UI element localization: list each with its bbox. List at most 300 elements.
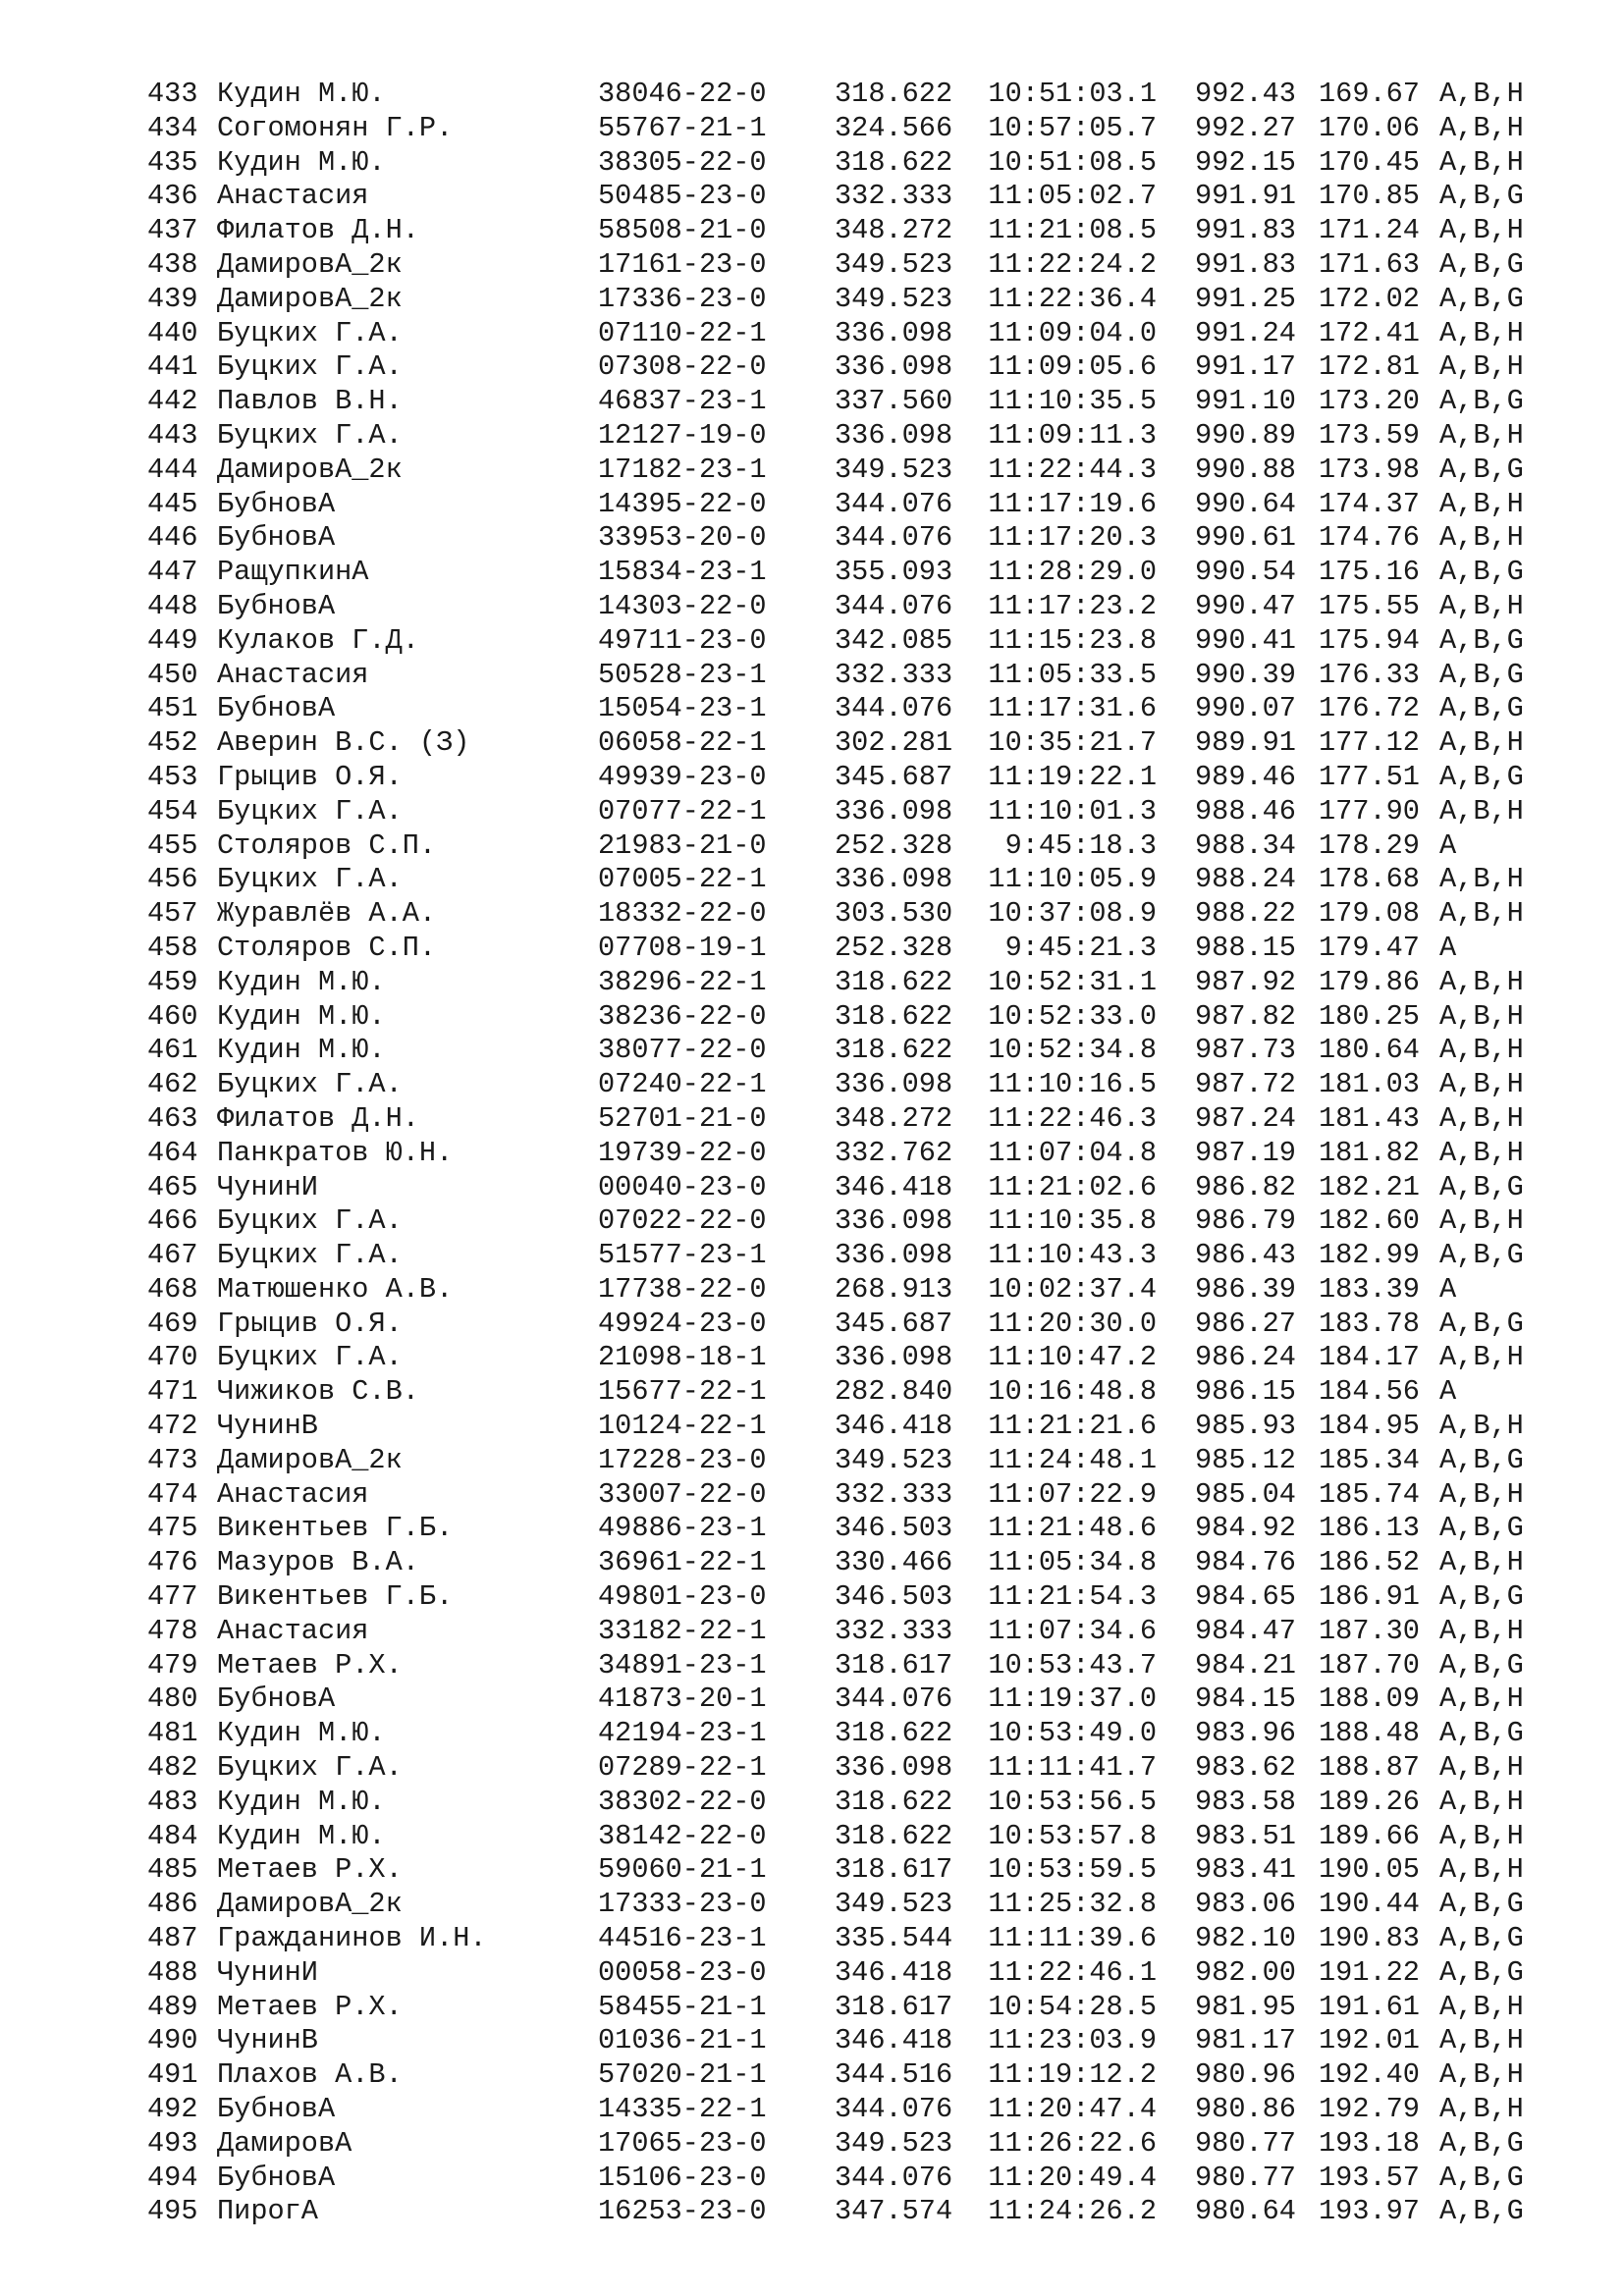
category-tags: A,B,G: [1439, 623, 1524, 657]
row-number: 491: [147, 2058, 198, 2092]
coefficient: 190.44: [1319, 1888, 1420, 1921]
distance: 342.085: [835, 623, 953, 657]
ring-number: 16253-23-0: [598, 2195, 767, 2228]
arrival-time: 11:10:05.9: [988, 863, 1157, 896]
speed: 987.92: [1195, 965, 1296, 998]
participant-name: РащупкинА: [217, 556, 369, 589]
ring-number: 12127-19-0: [598, 418, 767, 452]
arrival-time: 10:52:31.1: [988, 965, 1157, 998]
arrival-time: 11:28:29.0: [988, 556, 1157, 589]
participant-name: ЧунинВ: [217, 1410, 318, 1443]
speed: 983.96: [1195, 1717, 1296, 1750]
arrival-time: 10:52:34.8: [988, 1034, 1157, 1067]
arrival-time: 11:22:46.3: [988, 1101, 1157, 1135]
speed: 987.73: [1195, 1034, 1296, 1067]
arrival-time: 10:57:05.7: [988, 111, 1157, 144]
category-tags: A,B,H: [1439, 863, 1524, 896]
distance: 346.503: [835, 1580, 953, 1614]
participant-name: Панкратов Ю.Н.: [217, 1136, 454, 1169]
speed: 990.88: [1195, 453, 1296, 486]
speed: 991.25: [1195, 282, 1296, 315]
ring-number: 15106-23-0: [598, 2161, 767, 2194]
category-tags: A,B,G: [1439, 1955, 1524, 1989]
row-number: 451: [147, 692, 198, 725]
arrival-time: 11:09:04.0: [988, 316, 1157, 349]
row-number: 464: [147, 1136, 198, 1169]
coefficient: 188.87: [1319, 1751, 1420, 1785]
arrival-time: 10:53:56.5: [988, 1785, 1157, 1818]
coefficient: 183.39: [1319, 1272, 1420, 1306]
coefficient: 184.17: [1319, 1341, 1420, 1374]
arrival-time: 11:10:01.3: [988, 794, 1157, 828]
arrival-time: 11:17:19.6: [988, 487, 1157, 520]
distance: 349.523: [835, 1443, 953, 1476]
speed: 987.82: [1195, 999, 1296, 1033]
coefficient: 176.72: [1319, 692, 1420, 725]
arrival-time: 10:16:48.8: [988, 1375, 1157, 1409]
category-tags: A,B,G: [1439, 1922, 1524, 1955]
speed: 983.58: [1195, 1785, 1296, 1818]
row-number: 462: [147, 1068, 198, 1101]
distance: 344.076: [835, 521, 953, 555]
arrival-time: 11:05:02.7: [988, 180, 1157, 213]
speed: 988.34: [1195, 828, 1296, 862]
arrival-time: 11:19:22.1: [988, 760, 1157, 793]
category-tags: A,B,G: [1439, 1512, 1524, 1545]
row-number: 452: [147, 726, 198, 760]
participant-name: Грыцив О.Я.: [217, 760, 403, 793]
row-number: 478: [147, 1614, 198, 1647]
row-number: 487: [147, 1922, 198, 1955]
row-number: 448: [147, 589, 198, 622]
coefficient: 170.85: [1319, 180, 1420, 213]
coefficient: 189.66: [1319, 1819, 1420, 1852]
speed: 983.06: [1195, 1888, 1296, 1921]
category-tags: A,B,H: [1439, 1682, 1524, 1716]
category-tags: A,B,G: [1439, 1443, 1524, 1476]
participant-name: ЧунинВ: [217, 2024, 318, 2057]
speed: 988.15: [1195, 931, 1296, 964]
arrival-time: 10:37:08.9: [988, 897, 1157, 931]
category-tags: A,B,H: [1439, 965, 1524, 998]
ring-number: 14303-22-0: [598, 589, 767, 622]
arrival-time: 10:53:49.0: [988, 1717, 1157, 1750]
participant-name: Буцких Г.А.: [217, 418, 403, 452]
distance: 332.762: [835, 1136, 953, 1169]
speed: 989.46: [1195, 760, 1296, 793]
ring-number: 41873-20-1: [598, 1682, 767, 1716]
ring-number: 38142-22-0: [598, 1819, 767, 1852]
speed: 992.43: [1195, 78, 1296, 110]
ring-number: 33007-22-0: [598, 1477, 767, 1511]
arrival-time: 11:10:16.5: [988, 1068, 1157, 1101]
coefficient: 175.55: [1319, 589, 1420, 622]
distance: 318.622: [835, 78, 953, 110]
category-tags: A,B,H: [1439, 1785, 1524, 1818]
distance: 336.098: [835, 350, 953, 384]
speed: 983.62: [1195, 1751, 1296, 1785]
category-tags: A,B,H: [1439, 2093, 1524, 2126]
arrival-time: 11:21:21.6: [988, 1410, 1157, 1443]
participant-name: БубновА: [217, 692, 336, 725]
distance: 336.098: [835, 1068, 953, 1101]
category-tags: A,B,H: [1439, 1410, 1524, 1443]
arrival-time: 11:21:08.5: [988, 214, 1157, 247]
participant-name: ЧунинИ: [217, 1955, 318, 1989]
row-number: 473: [147, 1443, 198, 1476]
arrival-time: 11:21:48.6: [988, 1512, 1157, 1545]
row-number: 459: [147, 965, 198, 998]
coefficient: 193.97: [1319, 2195, 1420, 2228]
participant-name: Анастасия: [217, 180, 369, 213]
distance: 282.840: [835, 1375, 953, 1409]
speed: 982.10: [1195, 1922, 1296, 1955]
distance: 344.076: [835, 2093, 953, 2126]
ring-number: 50528-23-1: [598, 658, 767, 691]
coefficient: 171.63: [1319, 247, 1420, 281]
distance: 349.523: [835, 247, 953, 281]
ring-number: 00058-23-0: [598, 1955, 767, 1989]
participant-name: Анастасия: [217, 1614, 369, 1647]
participant-name: ЧунинИ: [217, 1170, 318, 1203]
coefficient: 185.34: [1319, 1443, 1420, 1476]
distance: 349.523: [835, 282, 953, 315]
participant-name: Столяров С.П.: [217, 828, 437, 862]
ring-number: 01036-21-1: [598, 2024, 767, 2057]
distance: 336.098: [835, 1341, 953, 1374]
speed: 991.17: [1195, 350, 1296, 384]
ring-number: 33182-22-1: [598, 1614, 767, 1647]
participant-name: Гражданинов И.Н.: [217, 1922, 487, 1955]
row-number: 437: [147, 214, 198, 247]
row-number: 439: [147, 282, 198, 315]
coefficient: 185.74: [1319, 1477, 1420, 1511]
distance: 344.076: [835, 1682, 953, 1716]
speed: 991.24: [1195, 316, 1296, 349]
speed: 980.64: [1195, 2195, 1296, 2228]
category-tags: A,B,G: [1439, 1717, 1524, 1750]
row-number: 468: [147, 1272, 198, 1306]
participant-name: Буцких Г.А.: [217, 794, 403, 828]
speed: 990.64: [1195, 487, 1296, 520]
ring-number: 15054-23-1: [598, 692, 767, 725]
coefficient: 186.52: [1319, 1546, 1420, 1579]
speed: 981.95: [1195, 1990, 1296, 2023]
participant-name: Буцких Г.А.: [217, 350, 403, 384]
participant-name: Викентьев Г.Б.: [217, 1580, 454, 1614]
speed: 987.19: [1195, 1136, 1296, 1169]
distance: 252.328: [835, 931, 953, 964]
speed: 983.51: [1195, 1819, 1296, 1852]
coefficient: 187.30: [1319, 1614, 1420, 1647]
participant-name: БубновА: [217, 2093, 336, 2126]
row-number: 435: [147, 145, 198, 179]
coefficient: 175.16: [1319, 556, 1420, 589]
coefficient: 178.29: [1319, 828, 1420, 862]
ring-number: 07110-22-1: [598, 316, 767, 349]
coefficient: 181.43: [1319, 1101, 1420, 1135]
row-number: 457: [147, 897, 198, 931]
coefficient: 188.09: [1319, 1682, 1420, 1716]
arrival-time: 10:53:57.8: [988, 1819, 1157, 1852]
coefficient: 190.05: [1319, 1853, 1420, 1887]
row-number: 470: [147, 1341, 198, 1374]
speed: 986.79: [1195, 1204, 1296, 1238]
coefficient: 177.51: [1319, 760, 1420, 793]
ring-number: 07005-22-1: [598, 863, 767, 896]
arrival-time: 11:19:12.2: [988, 2058, 1157, 2092]
row-number: 441: [147, 350, 198, 384]
coefficient: 181.82: [1319, 1136, 1420, 1169]
participant-name: Кудин М.Ю.: [217, 1034, 386, 1067]
ring-number: 07240-22-1: [598, 1068, 767, 1101]
participant-name: Кудин М.Ю.: [217, 1819, 386, 1852]
ring-number: 18332-22-0: [598, 897, 767, 931]
category-tags: A,B,G: [1439, 760, 1524, 793]
category-tags: A,B,H: [1439, 1614, 1524, 1647]
distance: 348.272: [835, 1101, 953, 1135]
ring-number: 49939-23-0: [598, 760, 767, 793]
ring-number: 38046-22-0: [598, 78, 767, 110]
coefficient: 186.91: [1319, 1580, 1420, 1614]
speed: 980.96: [1195, 2058, 1296, 2092]
coefficient: 192.40: [1319, 2058, 1420, 2092]
distance: 330.466: [835, 1546, 953, 1579]
arrival-time: 10:51:03.1: [988, 78, 1157, 110]
category-tags: A,B,H: [1439, 1341, 1524, 1374]
participant-name: Викентьев Г.Б.: [217, 1512, 454, 1545]
row-number: 479: [147, 1648, 198, 1682]
row-number: 471: [147, 1375, 198, 1409]
arrival-time: 11:20:49.4: [988, 2161, 1157, 2194]
participant-name: Буцких Г.А.: [217, 1341, 403, 1374]
distance: 303.530: [835, 897, 953, 931]
arrival-time: 11:17:20.3: [988, 521, 1157, 555]
speed: 984.76: [1195, 1546, 1296, 1579]
row-number: 456: [147, 863, 198, 896]
distance: 318.622: [835, 965, 953, 998]
category-tags: A,B,H: [1439, 999, 1524, 1033]
row-number: 434: [147, 111, 198, 144]
arrival-time: 11:26:22.6: [988, 2126, 1157, 2160]
category-tags: A,B,G: [1439, 2126, 1524, 2160]
distance: 336.098: [835, 794, 953, 828]
arrival-time: 11:09:11.3: [988, 418, 1157, 452]
ring-number: 07308-22-0: [598, 350, 767, 384]
ring-number: 46837-23-1: [598, 385, 767, 418]
participant-name: Кудин М.Ю.: [217, 965, 386, 998]
ring-number: 38236-22-0: [598, 999, 767, 1033]
speed: 980.86: [1195, 2093, 1296, 2126]
row-number: 454: [147, 794, 198, 828]
distance: 324.566: [835, 111, 953, 144]
distance: 318.622: [835, 1785, 953, 1818]
speed: 987.72: [1195, 1068, 1296, 1101]
distance: 346.418: [835, 2024, 953, 2057]
ring-number: 06058-22-1: [598, 726, 767, 760]
distance: 318.622: [835, 1819, 953, 1852]
ring-number: 17065-23-0: [598, 2126, 767, 2160]
row-number: 488: [147, 1955, 198, 1989]
ring-number: 49711-23-0: [598, 623, 767, 657]
row-number: 495: [147, 2195, 198, 2228]
participant-name: Буцких Г.А.: [217, 1239, 403, 1272]
speed: 986.39: [1195, 1272, 1296, 1306]
distance: 344.076: [835, 589, 953, 622]
arrival-time: 11:22:36.4: [988, 282, 1157, 315]
speed: 986.15: [1195, 1375, 1296, 1409]
arrival-time: 11:05:34.8: [988, 1546, 1157, 1579]
arrival-time: 11:22:46.1: [988, 1955, 1157, 1989]
arrival-time: 9:45:18.3: [1004, 828, 1157, 862]
ring-number: 38302-22-0: [598, 1785, 767, 1818]
ring-number: 38077-22-0: [598, 1034, 767, 1067]
row-number: 481: [147, 1717, 198, 1750]
speed: 990.07: [1195, 692, 1296, 725]
speed: 984.92: [1195, 1512, 1296, 1545]
coefficient: 193.18: [1319, 2126, 1420, 2160]
coefficient: 179.86: [1319, 965, 1420, 998]
ring-number: 10124-22-1: [598, 1410, 767, 1443]
row-number: 458: [147, 931, 198, 964]
ring-number: 50485-23-0: [598, 180, 767, 213]
coefficient: 172.81: [1319, 350, 1420, 384]
row-number: 442: [147, 385, 198, 418]
speed: 982.00: [1195, 1955, 1296, 1989]
arrival-time: 11:19:37.0: [988, 1682, 1157, 1716]
distance: 252.328: [835, 828, 953, 862]
arrival-time: 11:25:32.8: [988, 1888, 1157, 1921]
distance: 335.544: [835, 1922, 953, 1955]
row-number: 484: [147, 1819, 198, 1852]
arrival-time: 11:21:02.6: [988, 1170, 1157, 1203]
ring-number: 49886-23-1: [598, 1512, 767, 1545]
speed: 990.41: [1195, 623, 1296, 657]
distance: 346.418: [835, 1170, 953, 1203]
participant-name: Анастасия: [217, 658, 369, 691]
participant-name: Буцких Г.А.: [217, 316, 403, 349]
participant-name: Журавлёв А.А.: [217, 897, 437, 931]
category-tags: A,B,G: [1439, 658, 1524, 691]
participant-name: Кулаков Г.Д.: [217, 623, 419, 657]
category-tags: A,B,H: [1439, 1034, 1524, 1067]
coefficient: 173.20: [1319, 385, 1420, 418]
category-tags: A,B,H: [1439, 1068, 1524, 1101]
row-number: 460: [147, 999, 198, 1033]
coefficient: 179.08: [1319, 897, 1420, 931]
coefficient: 183.78: [1319, 1307, 1420, 1340]
participant-name: Кудин М.Ю.: [217, 145, 386, 179]
distance: 332.333: [835, 658, 953, 691]
row-number: 443: [147, 418, 198, 452]
row-number: 433: [147, 78, 198, 110]
category-tags: A,B,H: [1439, 897, 1524, 931]
arrival-time: 11:10:43.3: [988, 1239, 1157, 1272]
ring-number: 15677-22-1: [598, 1375, 767, 1409]
arrival-time: 11:07:04.8: [988, 1136, 1157, 1169]
row-number: 475: [147, 1512, 198, 1545]
participant-name: Столяров С.П.: [217, 931, 437, 964]
speed: 992.27: [1195, 111, 1296, 144]
category-tags: A,B,G: [1439, 282, 1524, 315]
speed: 991.91: [1195, 180, 1296, 213]
row-number: 440: [147, 316, 198, 349]
participant-name: Аверин В.С. (З): [217, 726, 470, 760]
speed: 986.43: [1195, 1239, 1296, 1272]
participant-name: Чижиков С.В.: [217, 1375, 419, 1409]
distance: 349.523: [835, 1888, 953, 1921]
distance: 346.418: [835, 1955, 953, 1989]
speed: 985.12: [1195, 1443, 1296, 1476]
row-number: 445: [147, 487, 198, 520]
arrival-time: 10:52:33.0: [988, 999, 1157, 1033]
ring-number: 58455-21-1: [598, 1990, 767, 2023]
participant-name: Павлов В.Н.: [217, 385, 403, 418]
arrival-time: 10:53:43.7: [988, 1648, 1157, 1682]
distance: 332.333: [835, 1477, 953, 1511]
row-number: 465: [147, 1170, 198, 1203]
speed: 986.27: [1195, 1307, 1296, 1340]
category-tags: A,B,H: [1439, 316, 1524, 349]
participant-name: Буцких Г.А.: [217, 1204, 403, 1238]
arrival-time: 11:23:03.9: [988, 2024, 1157, 2057]
speed: 988.22: [1195, 897, 1296, 931]
speed: 980.77: [1195, 2161, 1296, 2194]
distance: 346.418: [835, 1410, 953, 1443]
ring-number: 17161-23-0: [598, 247, 767, 281]
row-number: 494: [147, 2161, 198, 2194]
category-tags: A,B,G: [1439, 1170, 1524, 1203]
speed: 989.91: [1195, 726, 1296, 760]
row-number: 480: [147, 1682, 198, 1716]
speed: 991.10: [1195, 385, 1296, 418]
speed: 984.65: [1195, 1580, 1296, 1614]
distance: 336.098: [835, 418, 953, 452]
ring-number: 55767-21-1: [598, 111, 767, 144]
coefficient: 180.64: [1319, 1034, 1420, 1067]
category-tags: A,B,H: [1439, 487, 1524, 520]
coefficient: 170.45: [1319, 145, 1420, 179]
category-tags: A,B,G: [1439, 180, 1524, 213]
coefficient: 176.33: [1319, 658, 1420, 691]
arrival-time: 11:05:33.5: [988, 658, 1157, 691]
arrival-time: 11:22:24.2: [988, 247, 1157, 281]
arrival-time: 11:11:39.6: [988, 1922, 1157, 1955]
participant-name: Метаев Р.Х.: [217, 1648, 403, 1682]
speed: 984.21: [1195, 1648, 1296, 1682]
arrival-time: 10:02:37.4: [988, 1272, 1157, 1306]
participant-name: ПирогА: [217, 2195, 318, 2228]
coefficient: 186.13: [1319, 1512, 1420, 1545]
coefficient: 191.61: [1319, 1990, 1420, 2023]
arrival-time: 10:51:08.5: [988, 145, 1157, 179]
ring-number: 49801-23-0: [598, 1580, 767, 1614]
row-number: 447: [147, 556, 198, 589]
row-number: 469: [147, 1307, 198, 1340]
coefficient: 182.99: [1319, 1239, 1420, 1272]
participant-name: БубновА: [217, 589, 336, 622]
arrival-time: 11:21:54.3: [988, 1580, 1157, 1614]
coefficient: 184.95: [1319, 1410, 1420, 1443]
category-tags: A,B,H: [1439, 350, 1524, 384]
arrival-time: 11:15:23.8: [988, 623, 1157, 657]
row-number: 453: [147, 760, 198, 793]
distance: 345.687: [835, 1307, 953, 1340]
arrival-time: 11:09:05.6: [988, 350, 1157, 384]
ring-number: 52701-21-0: [598, 1101, 767, 1135]
participant-name: БубновА: [217, 2161, 336, 2194]
distance: 349.523: [835, 453, 953, 486]
